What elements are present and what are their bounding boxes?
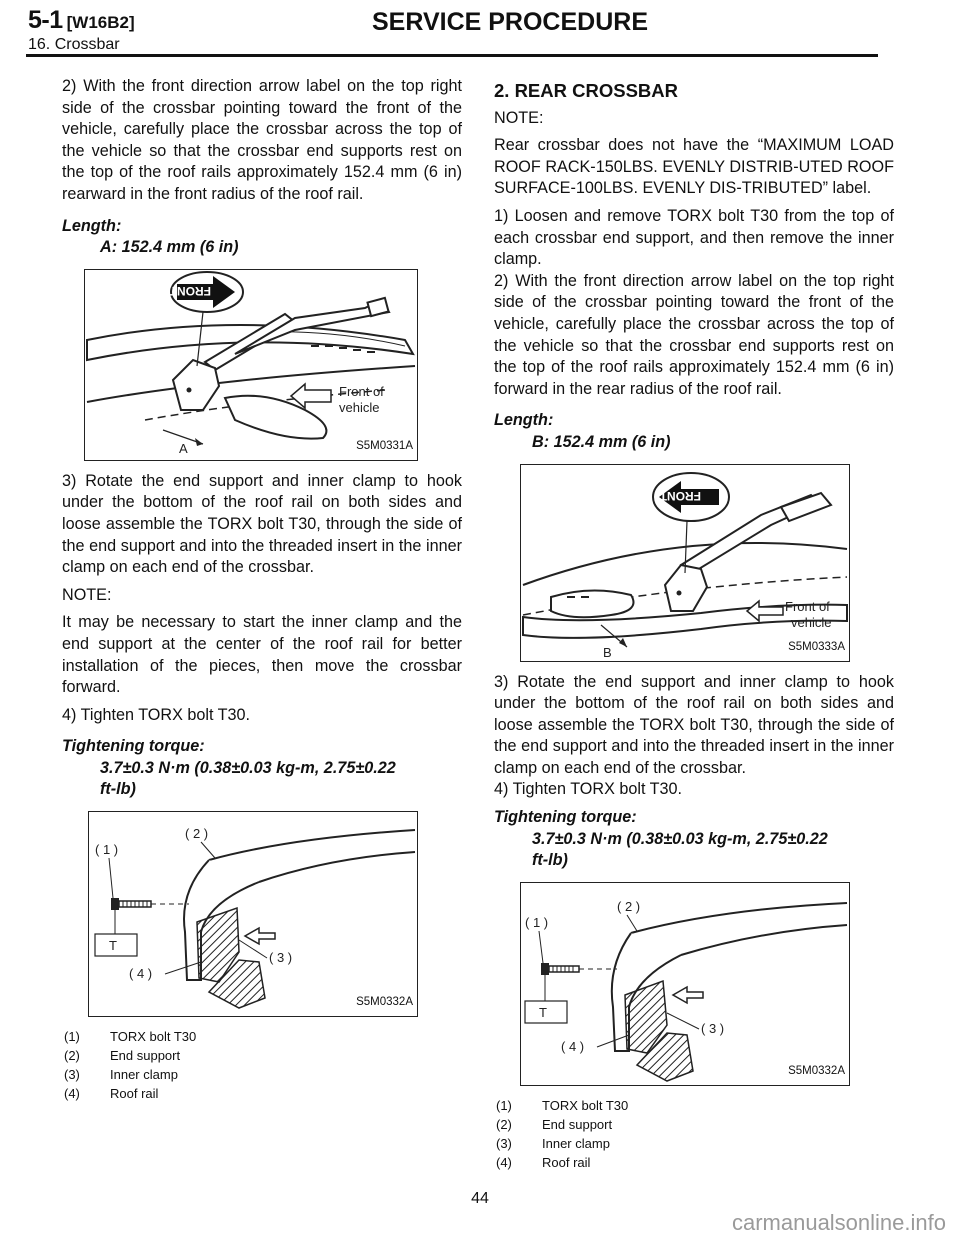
- callout-2: ( 2 ): [185, 826, 209, 842]
- figure-legend: [496, 1096, 894, 1172]
- front-label-text: FRONT: [659, 488, 701, 503]
- callout-2: ( 2 ): [617, 898, 641, 914]
- legend-item: (3) Inner clamp: [496, 1135, 610, 1151]
- torque-value-line1: 3.7±0.3 N·m (0.38±0.03 kg-m, 2.75±0.22: [100, 758, 396, 777]
- callout-4: ( 4 ): [561, 1038, 585, 1054]
- note-label: NOTE:: [62, 585, 112, 604]
- legend-item: (1) TORX bolt T30: [496, 1097, 629, 1113]
- length-value: B: 152.4 mm (6 in): [532, 432, 671, 451]
- torque-value-line2: ft-lb): [100, 780, 136, 799]
- length-value: A: 152.4 mm (6 in): [100, 238, 239, 257]
- legend-item: (4) Roof rail: [496, 1154, 591, 1170]
- step-4-text: 4) Tighten TORX bolt T30.: [494, 780, 683, 799]
- figure-code: S5M0332A: [356, 996, 413, 1009]
- rear-crossbar-illustration: [521, 465, 849, 661]
- torque-value-line1: 3.7±0.3 N·m (0.38±0.03 kg-m, 2.75±0.22: [532, 829, 828, 848]
- page-number: 44: [471, 1190, 489, 1207]
- note-text: It may be necessary to start the inner clamp and the end support at the center of the roof rail for better installation of the pieces, then move the crossbar forward.: [62, 613, 462, 697]
- end-support-illustration: [521, 883, 849, 1085]
- legend-item: (4) Roof rail: [64, 1086, 159, 1102]
- callout-1: ( 1 ): [525, 914, 549, 930]
- section-header: [28, 6, 135, 35]
- front-label-text: FRONT: [169, 283, 211, 298]
- note-text: Rear crossbar does not have the “MAXIMUM LOAD ROOF RACK-150LBS. EVENLY DISTRIB-UTED ROOF SURFACE-100LBS. EVENLY DIS-TRIBUTED” label.: [494, 136, 894, 198]
- figure-legend: [64, 1027, 462, 1103]
- torx-t-label: T: [539, 1004, 547, 1020]
- front-of-vehicle-line2: vehicle: [791, 614, 832, 630]
- section-number: 5-1: [28, 6, 63, 34]
- header-divider: [26, 54, 878, 57]
- torx-t-label: T: [109, 938, 117, 954]
- torque-label: Tightening torque:: [494, 808, 637, 827]
- front-crossbar-illustration: [85, 270, 417, 460]
- figure-end-support-detail: [88, 811, 418, 1017]
- figure-end-support-detail: [520, 882, 850, 1086]
- note-label: NOTE:: [494, 108, 544, 127]
- dimension-b-label: B: [603, 644, 612, 660]
- section-heading-rear-crossbar: 2. REAR CROSSBAR: [494, 80, 678, 101]
- watermark: carmanualsonline.info: [731, 1210, 946, 1235]
- left-column: [62, 76, 462, 1103]
- step-2-text: 2) With the front direction arrow label on the top right side of the crossbar pointing toward the front of the vehicle, carefully place the crossbar across the top of the vehicle so that the crossbar end supports rest on the top of the roof rails approximately 152.4 mm (6 in) forward in the rear radius of the roof rail.: [494, 271, 894, 398]
- length-label: Length:: [494, 411, 554, 430]
- figure-code: S5M0333A: [788, 640, 845, 653]
- right-column: [494, 76, 894, 1172]
- step-4-text: 4) Tighten TORX bolt T30.: [62, 705, 251, 724]
- front-of-vehicle-line2: vehicle: [339, 399, 380, 415]
- callout-4: ( 4 ): [129, 966, 153, 982]
- figure-code: S5M0332A: [788, 1065, 845, 1078]
- callout-3: ( 3 ): [701, 1020, 725, 1036]
- page-title: SERVICE PROCEDURE: [372, 8, 648, 36]
- step-1-text: 1) Loosen and remove TORX bolt T30 from the top of each crossbar end support, and then remove the inner clamp.: [494, 206, 894, 269]
- section-subtitle: 16. Crossbar: [28, 36, 120, 53]
- legend-item: (2) End support: [496, 1116, 613, 1132]
- figure-rear-crossbar: [520, 464, 850, 662]
- step-2-text: 2) With the front direction arrow label on the top right side of the crossbar pointing toward the front of the vehicle, carefully place the crossbar across the top of the vehicle so that the crossbar end supports rest on the top of the roof rails approximately 152.4 mm (6 in) rearward in the front radius of the roof rail.: [62, 77, 462, 203]
- front-of-vehicle-line1: Front of: [785, 598, 830, 614]
- step-3-text: 3) Rotate the end support and inner clamp to hook under the bottom of the roof rail on both sides and loose assemble the TORX bolt T30, through the side of the end support and into the threaded insert in the inner clamp on each end of the crossbar.: [62, 471, 462, 577]
- section-code: [W16B2]: [66, 13, 135, 32]
- legend-item: (3) Inner clamp: [64, 1067, 178, 1083]
- legend-item: (1) TORX bolt T30: [64, 1029, 197, 1045]
- callout-3: ( 3 ): [269, 950, 293, 966]
- figure-code: S5M0331A: [356, 440, 413, 453]
- torque-value-line2: ft-lb): [532, 851, 568, 870]
- callout-1: ( 1 ): [95, 842, 119, 858]
- length-label: Length:: [62, 216, 122, 235]
- dimension-a-label: A: [179, 440, 188, 456]
- figure-front-crossbar: [84, 269, 418, 461]
- torque-label: Tightening torque:: [62, 737, 205, 756]
- front-of-vehicle-line1: Front of: [339, 383, 384, 399]
- end-support-illustration: [89, 812, 417, 1016]
- step-3-text: 3) Rotate the end support and inner clamp to hook under the bottom of the roof rail on both sides and loose assemble the TORX bolt T30, through the side of the end support and into the threaded insert in the inner clamp on each end of the crossbar.: [494, 672, 894, 777]
- legend-item: (2) End support: [64, 1048, 181, 1064]
